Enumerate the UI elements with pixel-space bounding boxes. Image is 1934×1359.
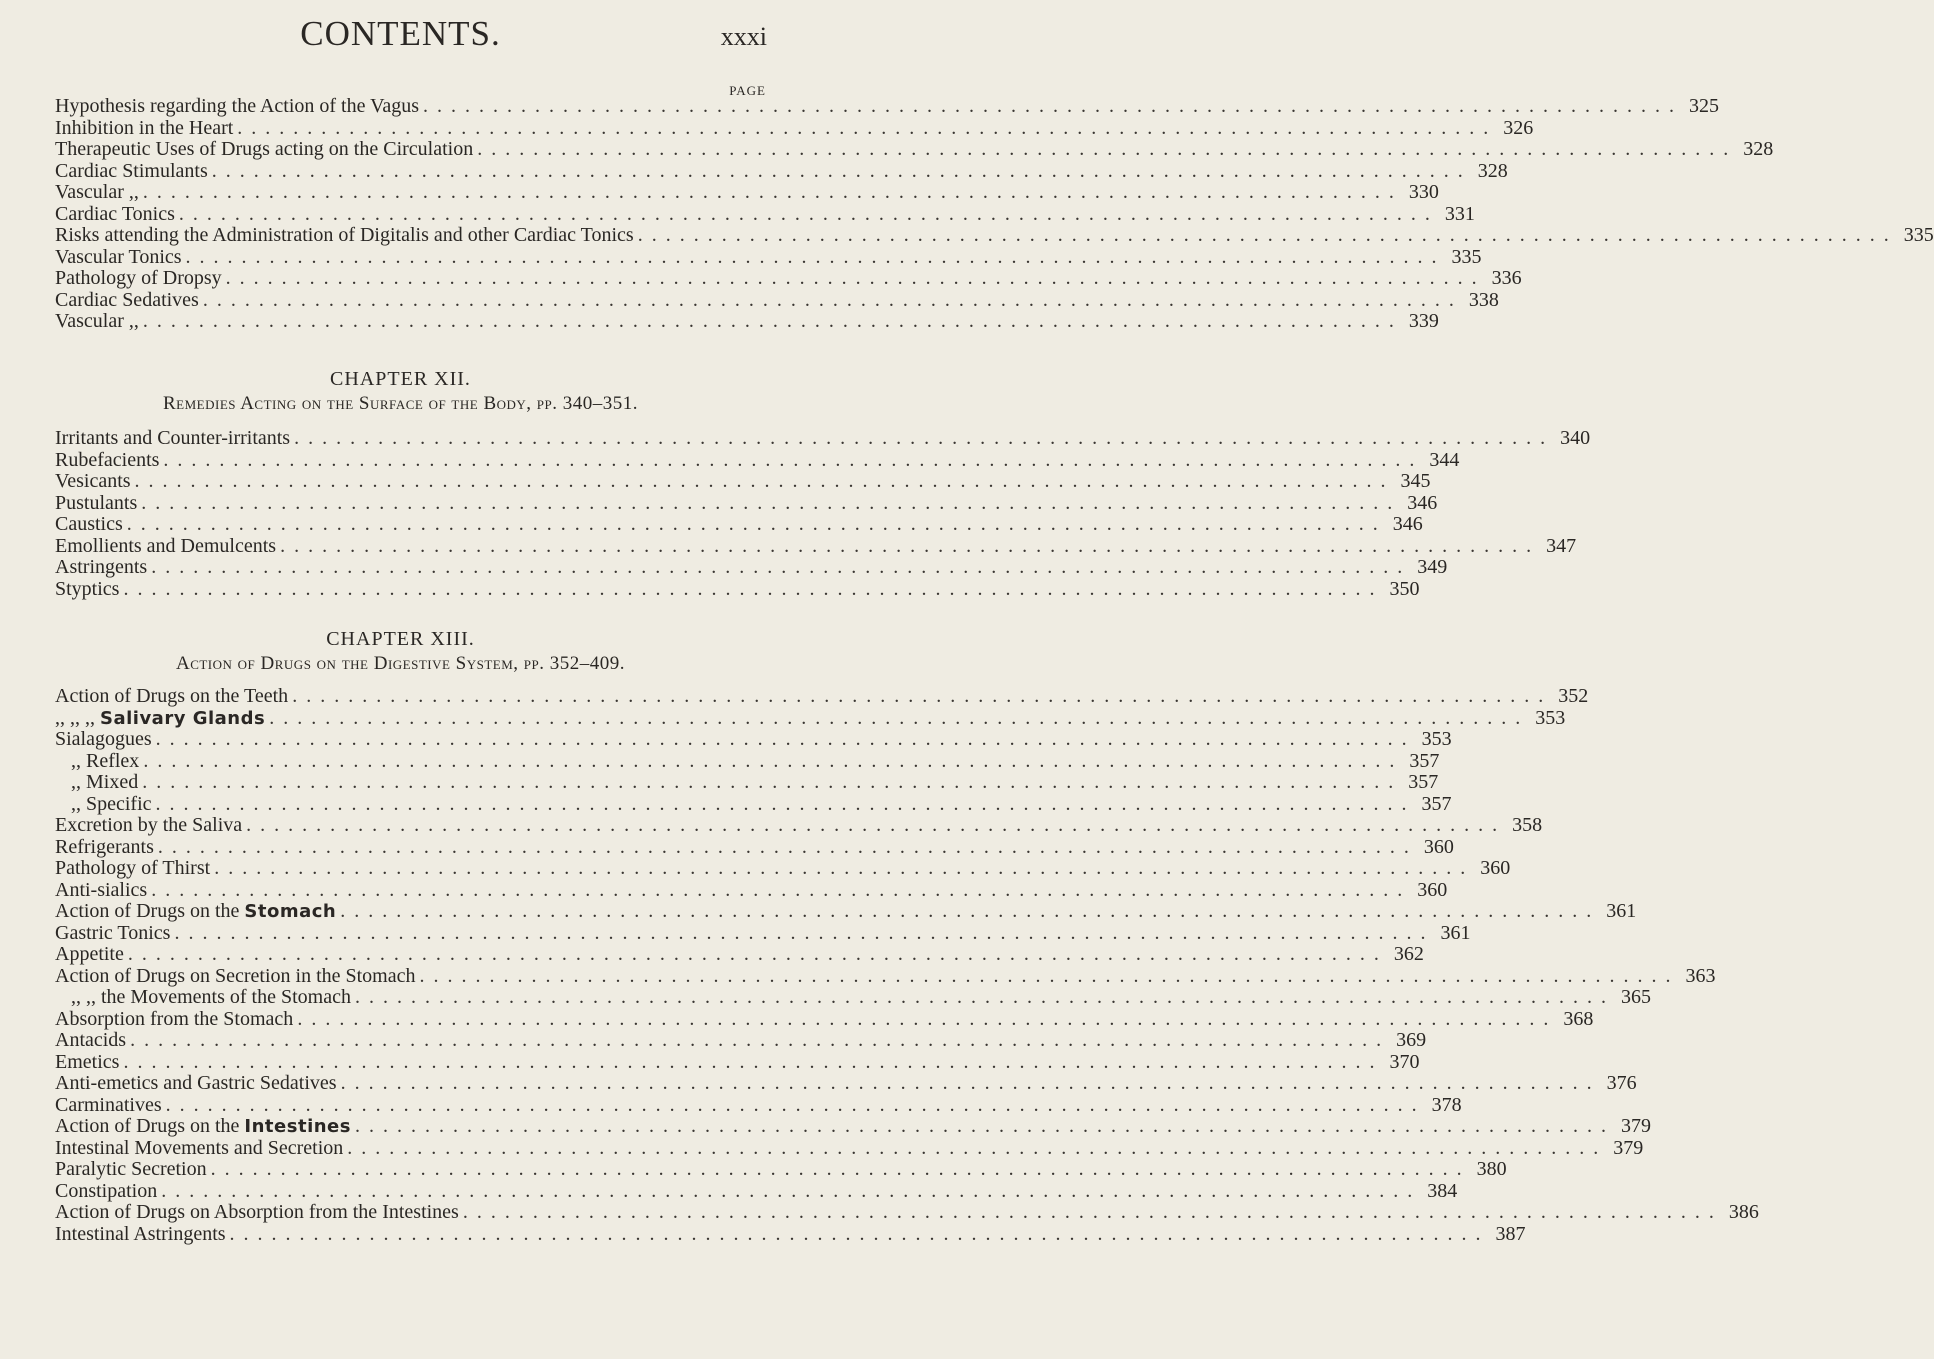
toc-entry — [55, 310, 1439, 333]
dot-leader: .......................................................................................... — [340, 1072, 1601, 1094]
toc-entry-page: 340 — [1560, 427, 1591, 449]
dot-leader: .......................................................................................... — [155, 792, 1416, 815]
toc-entry — [55, 1222, 1526, 1246]
toc-entry-title — [55, 514, 123, 536]
toc-entry-text: Astringents — [55, 556, 148, 578]
toc-entry — [55, 900, 1637, 923]
toc-entry — [55, 749, 1440, 773]
toc-entry-text: Cardiac Tonics — [55, 202, 175, 225]
toc-entry-title — [55, 987, 351, 1009]
toc-entry — [55, 1136, 1644, 1160]
toc-entry-page: 328 — [1477, 159, 1508, 182]
toc-entry-text: Paralytic Secretion — [55, 1158, 207, 1180]
dot-leader: .......................................................................................... — [477, 138, 1738, 160]
toc-entry-page: 335 — [1903, 224, 1934, 246]
toc-entry-page: 376 — [1606, 1072, 1637, 1094]
toc-entry — [55, 1050, 1420, 1074]
contents-list-circulation — [55, 95, 1934, 333]
toc-entry-text: Cardiac Sedatives — [55, 288, 199, 311]
toc-entry-title — [55, 1202, 459, 1224]
toc-entry — [55, 1179, 1458, 1203]
toc-entry-text: Intestinal Astringents — [55, 1222, 226, 1245]
toc-entry — [55, 964, 1716, 988]
dot-leader: .......................................................................................... — [423, 95, 1684, 117]
dot-leader: .......................................................................................... — [155, 728, 1416, 750]
toc-entry-page: 357 — [1421, 792, 1452, 815]
toc-entry-title — [55, 471, 131, 493]
toc-entry-text: Irritants and Counter-irritants — [55, 427, 291, 449]
toc-entry-text: Sialagogues — [55, 728, 152, 750]
toc-entry-title — [55, 1138, 343, 1160]
toc-entry-text: Anti-sialics — [55, 878, 148, 901]
toc-entry-text: Emollients and Demulcents — [55, 534, 277, 557]
toc-entry-page: 370 — [1389, 1050, 1420, 1073]
toc-entry-text: Anti-emetics and Gastric Sedatives — [55, 1072, 337, 1094]
toc-entry — [55, 181, 1439, 204]
toc-entry-page: 347 — [1546, 534, 1577, 557]
toc-entry-title — [55, 1052, 119, 1074]
dot-leader: .......................................................................................... — [143, 749, 1404, 772]
toc-entry-page: 378 — [1431, 1093, 1462, 1116]
toc-entry-text: Inhibition in the Heart — [55, 116, 234, 139]
dot-leader: .......................................................................................... — [174, 921, 1435, 944]
toc-entry-text: Pathology of Dropsy — [55, 267, 222, 289]
dot-leader: .......................................................................................... — [292, 685, 1553, 707]
toc-entry — [55, 245, 1482, 269]
toc-entry — [55, 138, 1774, 161]
toc-entry — [55, 159, 1508, 183]
dot-leader: .......................................................................................... — [354, 986, 1615, 1008]
toc-entry — [55, 288, 1499, 312]
toc-entry-title — [55, 96, 419, 118]
dot-leader: .......................................................................................... — [130, 1029, 1391, 1051]
toc-entry-page: 379 — [1613, 1136, 1644, 1159]
dot-leader: .......................................................................................... — [127, 943, 1388, 965]
toc-entry-title — [55, 901, 336, 923]
toc-entry-text: Hypothesis regarding the Action of the Vagus — [55, 95, 420, 117]
toc-entry-text: Constipation — [55, 1179, 158, 1202]
toc-entry — [55, 448, 1460, 472]
toc-entry — [55, 1115, 1651, 1138]
dot-leader: .......................................................................................... — [123, 577, 1384, 600]
dot-leader: .......................................................................................... — [185, 245, 1446, 268]
toc-entry-title — [55, 118, 233, 140]
toc-entry — [55, 685, 1589, 708]
toc-entry-page: 349 — [1417, 556, 1448, 578]
toc-entry — [55, 1093, 1462, 1117]
toc-entry-page: 360 — [1417, 878, 1448, 901]
toc-entry-page: 346 — [1407, 491, 1438, 514]
toc-entry-page: 368 — [1563, 1007, 1594, 1030]
toc-entry-text: Risks attending the Administration of Digitalis and other Cardiac Tonics — [55, 224, 634, 246]
toc-entry-text: Action of Drugs on the Teeth — [55, 685, 289, 707]
toc-entry — [55, 943, 1424, 966]
toc-entry-page: 365 — [1620, 986, 1651, 1008]
toc-entry-page: 338 — [1468, 288, 1499, 311]
toc-entry — [55, 534, 1577, 558]
toc-entry-text: Refrigerants — [55, 835, 154, 858]
toc-entry-text: Rubefacients — [55, 448, 160, 471]
toc-entry-page: 339 — [1408, 310, 1439, 332]
toc-entry-text: Intestinal Movements and Secretion — [55, 1136, 344, 1159]
toc-entry-page: 384 — [1427, 1179, 1458, 1202]
dot-leader: .......................................................................................... — [340, 900, 1601, 922]
toc-entry-page: 345 — [1400, 470, 1431, 492]
toc-entry — [55, 1007, 1594, 1031]
toc-entry — [55, 814, 1543, 837]
dot-leader: .......................................................................................... — [280, 534, 1541, 557]
dot-leader: .......................................................................................... — [142, 310, 1403, 332]
toc-entry-text: Therapeutic Uses of Drugs acting on the Circulation — [55, 138, 474, 160]
contents-list-digestive-system — [55, 685, 1759, 1245]
chapter-12-heading: CHAPTER XII. — [330, 368, 471, 390]
toc-entry-title — [55, 686, 288, 708]
toc-entry — [55, 116, 1534, 140]
dot-leader: .......................................................................................... — [294, 427, 1555, 449]
toc-entry-title — [55, 1009, 293, 1031]
page-title: CONTENTS. — [300, 14, 501, 53]
toc-entry-page: 379 — [1620, 1115, 1651, 1137]
toc-entry-title — [55, 450, 159, 472]
toc-entry-text: Caustics — [55, 513, 123, 535]
dot-leader: .......................................................................................... — [347, 1136, 1608, 1159]
toc-entry — [55, 857, 1511, 880]
toc-entry-page: 380 — [1476, 1158, 1507, 1180]
chapter-12-subtitle: Remedies Acting on the Surface of the Body, pp. 340–351. — [162, 393, 638, 414]
toc-entry — [55, 921, 1471, 945]
dot-leader: .......................................................................................... — [237, 116, 1498, 139]
toc-entry-title — [55, 428, 290, 450]
toc-entry-text: Carminatives — [55, 1093, 162, 1116]
toc-entry-text: Pathology of Thirst — [55, 857, 211, 879]
toc-entry-text: Cardiac Stimulants — [55, 159, 208, 182]
toc-entry-title — [55, 268, 222, 290]
toc-entry — [55, 878, 1448, 902]
toc-entry-title — [55, 944, 124, 966]
toc-entry-page: 362 — [1393, 943, 1424, 965]
toc-entry-text: Appetite — [55, 943, 124, 965]
toc-entry — [55, 728, 1452, 751]
toc-entry-title — [55, 923, 170, 945]
toc-entry-emphasis: Intestines — [244, 1116, 351, 1137]
toc-entry — [55, 1072, 1637, 1095]
toc-entry-title — [55, 536, 276, 558]
chapter-13-heading: CHAPTER XIII. — [326, 628, 475, 650]
toc-entry-page: 357 — [1409, 749, 1440, 772]
toc-entry-title — [55, 794, 152, 816]
toc-entry — [55, 556, 1448, 579]
toc-entry-title — [55, 815, 242, 837]
toc-entry-page: 386 — [1728, 1201, 1759, 1223]
dot-leader: .......................................................................................... — [151, 556, 1412, 578]
toc-entry-page: 352 — [1558, 685, 1589, 707]
toc-entry — [55, 470, 1431, 493]
dot-leader: .......................................................................................... — [354, 1115, 1615, 1137]
dot-leader: .......................................................................................... — [210, 1158, 1471, 1180]
toc-entry-title — [55, 880, 147, 902]
dot-leader: .......................................................................................... — [165, 1093, 1426, 1116]
toc-entry-title — [55, 290, 199, 312]
toc-entry-text: Vascular Tonics — [55, 245, 182, 268]
toc-entry-title — [55, 1116, 351, 1138]
dot-leader: .......................................................................................... — [214, 857, 1475, 879]
toc-entry-page: 357 — [1408, 771, 1439, 793]
dot-leader: .......................................................................................... — [202, 288, 1463, 311]
toc-entry-text: Styptics — [55, 577, 120, 600]
toc-entry-text: ,, ,, the Movements of the Stomach — [71, 986, 351, 1008]
dot-leader: .......................................................................................... — [126, 513, 1387, 535]
toc-entry — [55, 1158, 1507, 1181]
dot-leader: .......................................................................................... — [462, 1201, 1723, 1223]
dot-leader: .......................................................................................... — [123, 1050, 1384, 1073]
toc-entry-page: 344 — [1429, 448, 1460, 471]
toc-entry-title — [55, 493, 137, 515]
toc-entry-title — [55, 204, 175, 226]
toc-entry-text: Vascular ,, — [55, 181, 139, 203]
dot-leader: .......................................................................................... — [269, 706, 1530, 729]
toc-entry — [55, 224, 1934, 247]
toc-entry-text: Vesicants — [55, 470, 131, 492]
toc-entry-page: 353 — [1421, 728, 1452, 750]
toc-entry-title — [55, 837, 154, 859]
toc-entry-page: 361 — [1440, 921, 1471, 944]
toc-entry-title — [55, 858, 210, 880]
toc-entry-title — [55, 225, 634, 247]
toc-entry-text: Action of Drugs on Secretion in the Stomach — [55, 964, 416, 987]
dot-leader: .......................................................................................... — [141, 491, 1402, 514]
dot-leader: .......................................................................................... — [225, 267, 1486, 289]
toc-entry — [55, 835, 1454, 859]
toc-entry — [55, 267, 1522, 290]
dot-leader: .......................................................................................... — [229, 1222, 1490, 1245]
toc-entry — [55, 491, 1438, 515]
toc-entry-text: Vascular ,, — [55, 310, 139, 332]
toc-entry — [55, 986, 1651, 1009]
toc-entry-text: Gastric Tonics — [55, 921, 171, 944]
toc-entry-text: ,, Reflex — [71, 749, 140, 772]
toc-entry-page: 336 — [1491, 267, 1522, 289]
toc-entry — [55, 95, 1720, 118]
toc-entry-text: ,, Mixed — [71, 771, 139, 793]
dot-leader: .......................................................................................... — [134, 470, 1395, 492]
toc-entry — [55, 771, 1439, 794]
dot-leader: .......................................................................................... — [178, 202, 1439, 225]
dot-leader: .......................................................................................... — [297, 1007, 1558, 1030]
toc-entry-page: 350 — [1389, 577, 1420, 600]
toc-entry — [55, 577, 1420, 601]
toc-entry-text: Emetics — [55, 1050, 120, 1073]
dot-leader: .......................................................................................... — [142, 771, 1403, 793]
toc-entry-title — [55, 1095, 162, 1117]
toc-entry-page: 360 — [1480, 857, 1511, 879]
dot-leader: .......................................................................................... — [151, 878, 1412, 901]
toc-entry-page: 360 — [1423, 835, 1454, 858]
toc-entry-text: Action of Drugs on the — [55, 1115, 240, 1137]
toc-entry-page: 353 — [1535, 706, 1566, 729]
toc-entry-text: Pustulants — [55, 491, 138, 514]
toc-entry-title — [55, 1181, 157, 1203]
toc-entry-title — [55, 557, 147, 579]
toc-entry — [55, 792, 1452, 816]
page-number: xxxi — [720, 22, 767, 51]
toc-entry-title — [55, 182, 139, 204]
toc-entry-page: 326 — [1503, 116, 1534, 139]
toc-entry-page: 325 — [1689, 95, 1720, 117]
toc-entry-text: Excretion by the Saliva — [55, 814, 243, 836]
toc-entry-emphasis: Salivary Glands — [100, 707, 266, 729]
toc-entry — [55, 706, 1566, 730]
dot-leader: .......................................................................................... — [211, 159, 1472, 182]
toc-entry-text: Action of Drugs on the — [55, 900, 240, 922]
toc-entry-title — [55, 579, 119, 601]
dot-leader: .......................................................................................... — [161, 1179, 1422, 1202]
toc-entry-page: 328 — [1743, 138, 1774, 160]
dot-leader: .......................................................................................... — [419, 964, 1680, 987]
toc-entry — [55, 513, 1423, 536]
contents-list-surface-remedies — [55, 427, 1591, 600]
toc-entry-page: 330 — [1408, 181, 1439, 203]
toc-entry-text: ,, Specific — [71, 792, 152, 815]
toc-entry-title — [55, 772, 138, 794]
toc-entry-title — [55, 1030, 126, 1052]
toc-entry-text: Action of Drugs on Absorption from the Intestines — [55, 1201, 459, 1223]
toc-entry-page: 331 — [1444, 202, 1475, 225]
dot-leader: .......................................................................................... — [157, 835, 1418, 858]
toc-entry-page: 369 — [1396, 1029, 1427, 1051]
running-head — [0, 14, 801, 54]
toc-entry-title — [55, 729, 152, 751]
toc-entry-page: 358 — [1512, 814, 1543, 836]
toc-entry-page: 361 — [1606, 900, 1637, 922]
toc-entry-title — [55, 139, 473, 161]
toc-entry-text: Absorption from the Stomach — [55, 1007, 294, 1030]
toc-entry-title — [55, 708, 265, 730]
toc-entry-text: Antacids — [55, 1029, 127, 1051]
toc-entry-title — [55, 966, 416, 988]
toc-entry-title — [55, 1073, 337, 1095]
toc-entry — [55, 1201, 1759, 1224]
chapter-13-subtitle: Action of Drugs on the Digestive System, pp. 352–409. — [175, 653, 626, 674]
toc-entry-title — [55, 1159, 207, 1181]
toc-entry-title — [55, 161, 208, 183]
toc-entry — [55, 1029, 1427, 1052]
toc-entry-page: 387 — [1495, 1222, 1526, 1245]
dot-leader: .......................................................................................... — [142, 181, 1403, 203]
toc-entry-page: 346 — [1392, 513, 1423, 535]
toc-entry — [55, 202, 1475, 226]
toc-entry-page: 335 — [1451, 245, 1482, 268]
toc-entry-page: 363 — [1685, 964, 1716, 987]
toc-entry-emphasis: Stomach — [244, 901, 337, 922]
dot-leader: .......................................................................................... — [637, 224, 1898, 246]
toc-entry-title — [55, 751, 139, 773]
dot-leader: .......................................................................................... — [163, 448, 1424, 471]
toc-entry-title — [55, 1224, 226, 1246]
dot-leader: .......................................................................................... — [246, 814, 1507, 836]
toc-entry-title — [55, 247, 182, 269]
toc-entry — [55, 427, 1591, 450]
page-column-label: PAGE — [729, 83, 766, 98]
toc-entry-text: ,, ,, ,, — [55, 706, 95, 729]
toc-entry-title — [55, 311, 139, 333]
